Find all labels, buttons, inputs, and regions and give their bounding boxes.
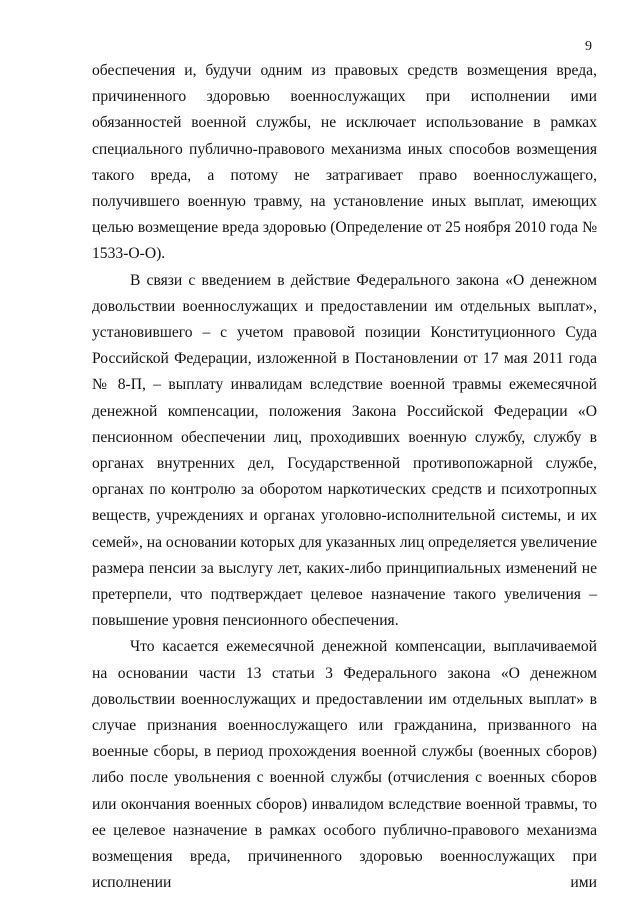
page-number: 9 <box>585 39 592 54</box>
paragraph-federal-law: В связи с введением в действие Федерального закона «О денежном довольствии военнослужащих и предоставлении им отдельных выплат», установившего – с учетом правовой позиции Конституционного Суда Российской Федерации, изложенной в Постановлении от 17 мая 2011 года № 8-П, – выплату инвалидам вследствие военной травмы ежемесячной денежной компенсации, положения Закона Российской Федерации «О пенсионном обеспечении лиц, проходивших военную службу, службу в органах внутренних дел, Государственной противопожарной службе, органах по контролю за оборотом наркотических средств и психотропных веществ, учреждениях и органах уголовно-исполнительной системы, и их семей», на основании которых для указанных лиц определяется увеличение размера пенсии за выслугу лет, каких-либо принципиальных изменений не претерпели, что подтверждает целевое назначение такого увеличения – повышение уровня пенсионного обеспечения. <box>92 271 597 630</box>
document-body <box>92 58 597 897</box>
paragraph-monthly-compensation: Что касается ежемесячной денежной компенсации, выплачиваемой на основании части 13 статьи 3 Федерального закона «О денежном довольствии военнослужащих и предоставлении им отдельных выплат» в случае признания военнослужащего или гражданина, призванного на военные сборы, в период прохождения военной службы (военных сборов) либо после увольнения с военной службы (отчисления с военных сборов или окончания военных сборов) инвалидом вследствие военной травмы, то ее целевое назначение в рамках особого публично-правового механизма возмещения вреда, причиненного здоровью военнослужащих при исполнении ими <box>92 638 597 892</box>
paragraph-continuation: обеспечения и, будучи одним из правовых средств возмещения вреда, причиненного здоровью военнослужащих при исполнении ими обязанностей военной службы, не исключает использование в рамках специального публично-правового механизма иных способов возмещения такого вреда, а потому не затрагивает право военнослужащего, получившего военную травму, на установление иных выплат, имеющих целью возмещение вреда здоровью (Определение от 25 ноября 2010 года № 1533-О-О). <box>92 62 597 263</box>
